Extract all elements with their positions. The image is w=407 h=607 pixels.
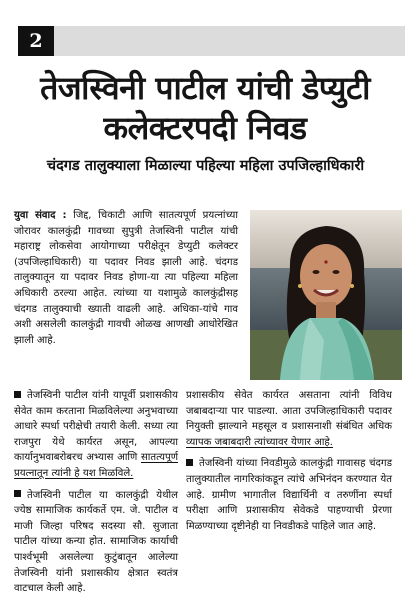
left-paragraph-1: तेजस्विनी पाटील यांनी यापूर्वी प्रशासकीय सेवेत काम करताना मिळविलेल्या अनुभवाच्या आधारे स्पर्धा परीक्षेची तयारी केली. सध्या त्या राजपुरा येथे कार्यरत असून, आपल्या कार्यानुभवाबरोबरच अभ्यास आणि सातत्यपूर्ण प्रयत्नातून त्यांनी हे यश मिळविले.: [14, 390, 178, 479]
underlined-text: सातत्यपूर्ण प्रयत्नातून त्यांनी हे यश मिळविले.: [14, 452, 178, 479]
header-bar: [18, 26, 405, 56]
subheadline: चंदगड तालुक्याला मिळाल्या पहिल्या महिला उपजिल्हाधिकारी: [46, 158, 365, 174]
lead-kicker: युवा संवाद :: [14, 210, 67, 221]
bullet-square-icon: [186, 459, 193, 466]
right-column: [186, 388, 392, 540]
bullet-square-icon: [14, 490, 21, 497]
right-paragraph-2: तेजस्विनी यांच्या निवडीमुळे कालकुंद्री गावासह चंदगड तालुक्यातील नागरिकांकडून त्यांचे अभिनंदन करण्यात येत आहे. ग्रामीण भागातील विद्यार्थिनी व तरुणींना स्पर्धा परीक्षा आणि प्रशासकीय सेवेकडे पाहण्याची प्रेरणा मिळण्याच्या दृष्टीनेही या निवडीकडे पाहिले जात आहे.: [186, 458, 392, 532]
portrait-photo: [250, 210, 402, 380]
left-column: [14, 388, 178, 603]
left-paragraph-2: तेजस्विनी पाटील या कालकुंद्री येथील ज्येष्ठ सामाजिक कार्यकर्ते एम. जे. पाटील व माजी जिल्हा परिषद सदस्या सौ. सुजाता पाटील यांच्या कन्या होत. सामाजिक कार्याची पार्श्वभूमी असलेल्या कुटुंबातून आलेल्या तेजस्विनी यांनी प्रशासकीय क्षेत्रात स्वतंत्र वाटचाल केली आहे.: [14, 489, 178, 595]
right-paragraph-1: प्रशासकीय सेवेत कार्यरत असताना त्यांनी विविध जबाबदाऱ्या पार पाडल्या. आता उपजिल्हाधिकारी पदावर नियुक्ती झाल्याने महसूल व प्रशासनाशी संबंधित अधिक व्यापक जबाबदारी त्यांच्यावर येणार आहे.: [186, 390, 392, 448]
page-number: 2: [18, 26, 54, 56]
lead-paragraph: [14, 208, 238, 348]
underlined-text: व्यापक जबाबदारी त्यांच्यावर येणार आहे.: [186, 436, 333, 448]
headline: तेजस्विनी पाटील यांची डेप्युटी कलेक्टरपदी निवड: [40, 69, 370, 147]
bullet-square-icon: [14, 391, 21, 398]
lead-text: जिद्द, चिकाटी आणि सातत्यपूर्ण प्रयत्नांच्या जोरावर कालकुंद्री गावच्या सुपुत्री तेजस्विनी पाटील यांची महाराष्ट्र लोकसेवा आयोगाच्या परीक्षेतून डेप्युटी कलेक्टर (उपजिल्हाधिकारी) या पदावर निवड झाली आहे. चंदगड तालुक्यातून या पदावर निवड होणा-या त्या पहिल्या महिला अधिकारी ठरल्या आहेत. त्यांच्या या यशामुळे कालकुंद्रीसह चंदगड तालुक्याची ख्याती वाढली आहे. अधिका-यांचे गाव अशी असलेली कालकुंद्री गावची ओळख आणखी आधोरेखित झाली आहे.: [14, 210, 239, 346]
